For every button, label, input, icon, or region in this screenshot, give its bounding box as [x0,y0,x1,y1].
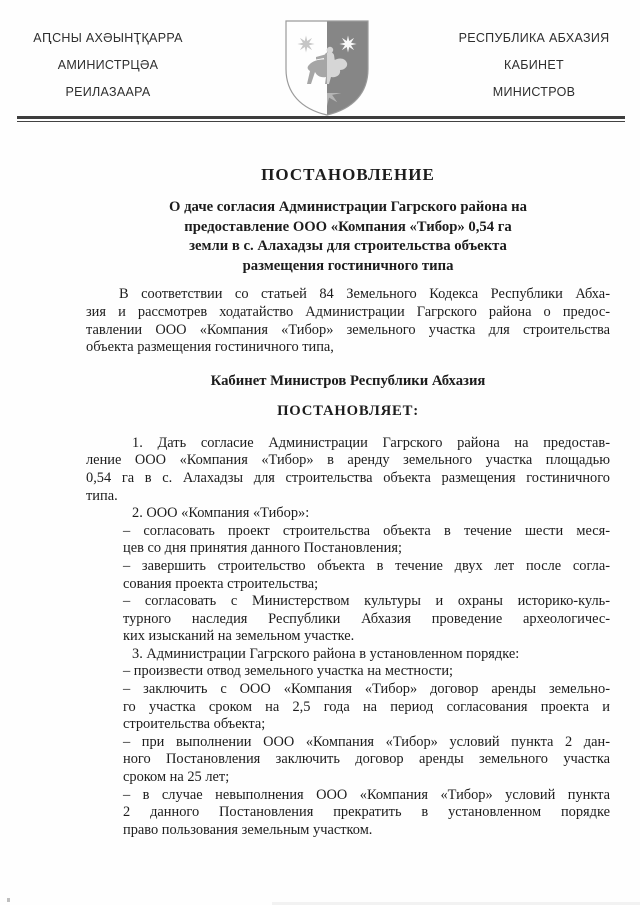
letterhead-line: РЕСПУБЛИКА АБХАЗИЯ [458,31,610,45]
list-item-heading: 2. ООО «Компания «Тибор»: [132,505,310,522]
sub-item [123,523,610,558]
text-line: турного наследия Республики Абхазия проведение археологичес- [123,610,610,627]
subtitle-line: размещения гостиничного типа [242,257,454,274]
text-line: – согласовать проект строительства объекта в течение шести меся- [123,522,610,539]
text-line: ного Постановления заключить договор аренды земельного участка [123,751,610,768]
document-content [86,0,610,839]
scan-artifact [7,898,10,902]
text-line: строительства объекта; [123,716,266,733]
section-heading: Кабинет Министров Республики Абхазия [210,372,486,389]
text-line: зия и рассмотрев ходатайство Администрации Гагрского района о предос- [86,303,610,320]
text-line: объекта размещения гостиничного типа, [86,339,334,356]
text-line: ких изысканий на земельном участке. [123,628,355,645]
text-line: – согласовать с Министерством культуры и охраны историко-куль- [123,593,610,610]
numbered-item [86,435,610,505]
text-line: типа. [86,487,118,504]
text-line: право пользования земельным участком. [123,821,373,838]
text-line: сроком на 25 лет; [123,769,230,786]
list-item-heading: 3. Администрации Гагрского района в установленном порядке: [132,645,520,662]
sub-item [123,734,610,787]
subtitle-line: земли в с. Алахадзы для строительства объекта [189,238,507,255]
letterhead-line: КАБИНЕТ [504,58,564,72]
sub-item [123,663,610,681]
text-line: 1. Дать согласие Администрации Гагрского района на предостав- [132,434,610,451]
text-line: – в случае невыполнения ООО «Компания «Тибор» условий пункта [123,786,610,803]
subtitle-line: предоставление ООО «Компания «Тибор» 0,54 га [184,218,512,235]
text-line: цев со дня принятия данного Постановления; [123,540,402,557]
text-line: – завершить строительство объекта в течение двух лет после согла- [123,557,610,574]
letterhead-line: АМИНИСТРЦӘА [57,58,159,72]
text-line: тавлении ООО «Компания «Тибор» земельного участка для строительства [86,321,610,338]
text-line: 0,54 га в с. Алахадзы для строительства объекта размещения гостиничного [86,469,610,486]
text-line: В соответствии со статьей 84 Земельного Кодекса Республики Абха- [119,286,610,303]
resolution-heading: ПОСТАНОВЛЯЕТ: [277,402,419,419]
text-line: го участка сроком на 2,5 года на период согласования проекта и [123,698,610,715]
document-title: ПОСТАНОВЛЕНИЕ [261,165,435,184]
letterhead-line: РЕИЛАЗААРА [65,85,151,99]
letterhead-line: МИНИСТРОВ [492,85,576,99]
document-subtitle [86,198,610,276]
document-body [86,286,610,839]
text-line: ление ООО «Компания «Тибор» в аренду земельного участка площадью [86,452,610,469]
text-line: 2 данного Постановления прекратить в установленном порядке [123,804,610,821]
text-line: – заключить с ООО «Компания «Тибор» договор аренды земельно- [123,681,610,698]
paragraph [86,286,610,356]
letterhead-line: АԤСНЫ АХӘЫНҬҚАРРА [33,31,183,45]
text-line: – произвести отвод земельного участка на местности; [123,663,454,680]
text-line: сования проекта строительства; [123,575,319,592]
sub-item [123,558,610,593]
sub-item [123,681,610,734]
sub-item [123,593,610,646]
text-line: – при выполнении ООО «Компания «Тибор» условий пункта 2 дан- [123,733,610,750]
subtitle-line: О даче согласия Администрации Гагрского района на [169,199,527,215]
sub-item [123,787,610,840]
